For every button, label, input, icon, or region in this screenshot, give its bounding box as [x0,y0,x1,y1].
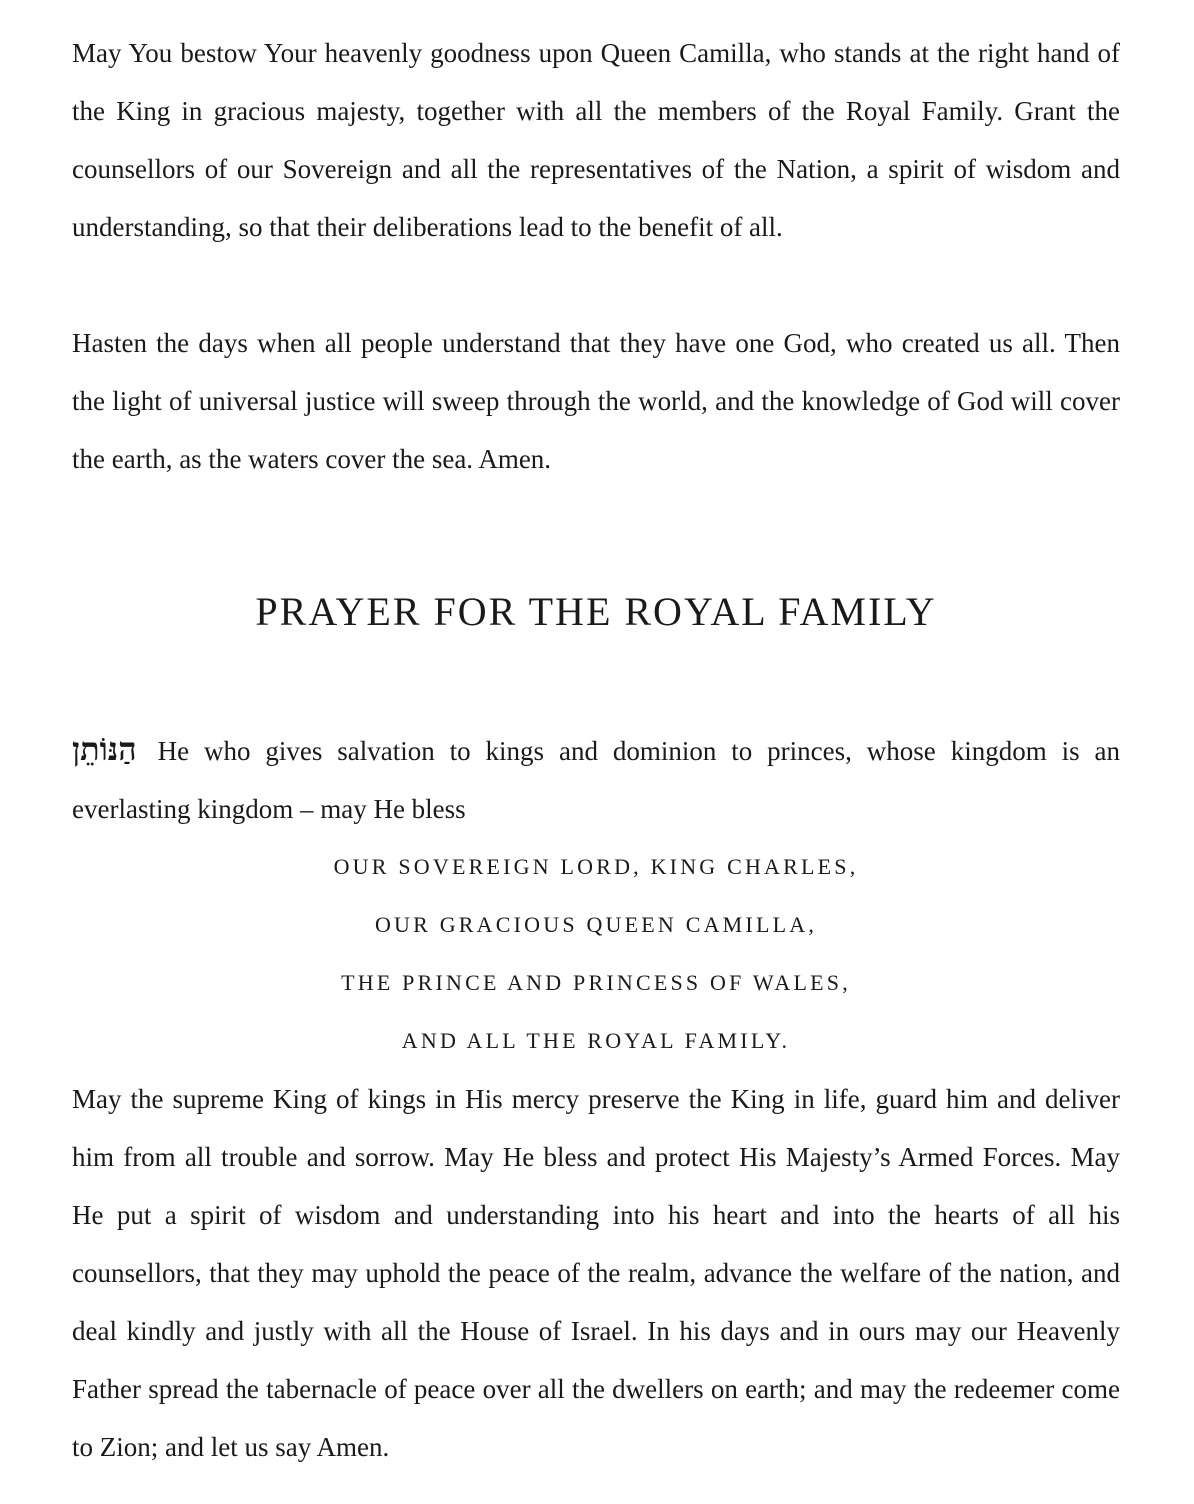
royal-name-line: AND ALL THE ROYAL FAMILY. [401,1028,791,1053]
opening-text: He who gives salvation to kings and dominion to princes, whose kingdom is an everlasting kingdom – may He bless [72,736,1121,824]
section-title: PRAYER FOR THE ROYAL FAMILY [255,589,937,634]
prayer-body [72,720,1120,1476]
royal-name-line: OUR SOVEREIGN LORD, KING CHARLES, [333,854,859,879]
royal-names-list [72,838,1120,1070]
intro-paragraph-2: Hasten the days when all people understand that they have one God, who created us all. Then the light of universal justice will sweep through the world, and the knowledge of God will cover the earth, as the waters cover the sea. Amen. [72,328,1120,474]
closing-paragraph: May the supreme King of kings in His mercy preserve the King in life, guard him and deliver him from all trouble and sorrow. May He bless and protect His Majesty’s Armed Forces. May He put a spirit of wisdom and understanding into his heart and into the hearts of all his counsellors, that they may uphold the peace of the realm, advance the welfare of the nation, and deal kindly and justly with all the House of Israel. In his days and in ours may our Heavenly Father spread the tabernacle of peace over all the dwellers on earth; and may the redeemer come to Zion; and let us say Amen. [72,1084,1120,1462]
prayer-page [72,24,1121,1462]
royal-name-line: OUR GRACIOUS QUEEN CAMILLA, [374,912,818,937]
opening-paragraph [72,720,1120,838]
intro-paragraph-1: May You bestow Your heavenly goodness upon Queen Camilla, who stands at the right hand of the King in gracious majesty, together with all the members of the Royal Family. Grant the counsellors of our Sovereign and all the representatives of the Nation, a spirit of wisdom and understanding, so that their deliberations lead to the benefit of all. [72,38,1120,242]
royal-name-line: THE PRINCE AND PRINCESS OF WALES, [341,970,851,995]
hebrew-opening-word: הַנּוֹתֵן [72,730,137,768]
